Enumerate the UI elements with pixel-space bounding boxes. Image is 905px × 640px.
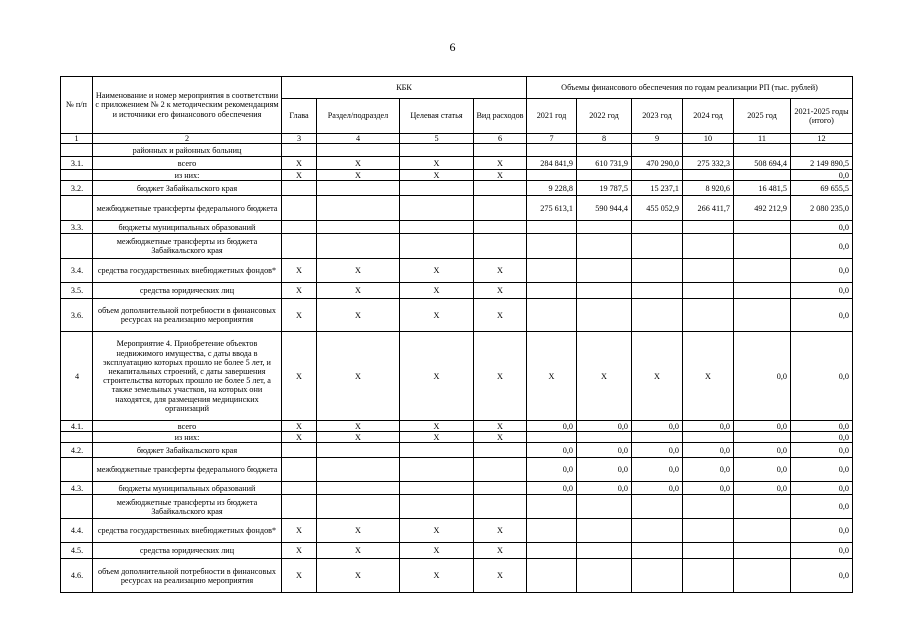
value-total: 0,0 [791, 283, 853, 299]
kbk-glava [282, 221, 317, 234]
value-total: 2 080 235,0 [791, 196, 853, 221]
value-2025: 0,0 [734, 458, 791, 482]
kbk-razdel: X [317, 259, 400, 283]
table-row [61, 144, 853, 157]
col-index: 3 [282, 134, 317, 144]
row-number: 3.1. [61, 157, 93, 170]
row-number: 4.1. [61, 421, 93, 432]
value-2022 [577, 559, 632, 593]
kbk-statya: X [400, 559, 474, 593]
row-name: межбюджетные трансферты федерального бюджета [93, 458, 282, 482]
kbk-statya: X [400, 157, 474, 170]
value-2025: 508 694,4 [734, 157, 791, 170]
value-2021 [527, 543, 577, 559]
table-row [61, 482, 853, 495]
value-2022 [577, 170, 632, 181]
col-index: 2 [93, 134, 282, 144]
row-number [61, 144, 93, 157]
table-row [61, 458, 853, 482]
kbk-statya [400, 144, 474, 157]
value-2025: 16 481,5 [734, 181, 791, 196]
value-2023: 455 052,9 [632, 196, 683, 221]
value-total: 0,0 [791, 559, 853, 593]
kbk-vid: X [474, 543, 527, 559]
value-2023 [632, 432, 683, 443]
col-index: 8 [577, 134, 632, 144]
value-total: 2 149 890,5 [791, 157, 853, 170]
header-volumes: Объемы финансового обеспечения по годам реализации РП (тыс. рублей) [527, 77, 853, 99]
value-2021: 284 841,9 [527, 157, 577, 170]
value-2022: 610 731,9 [577, 157, 632, 170]
kbk-statya [400, 221, 474, 234]
table-row [61, 332, 853, 421]
value-2021 [527, 559, 577, 593]
value-2025 [734, 259, 791, 283]
value-2022: 590 944,4 [577, 196, 632, 221]
value-2025 [734, 543, 791, 559]
value-2024 [683, 519, 734, 543]
value-total [791, 144, 853, 157]
value-total: 0,0 [791, 458, 853, 482]
row-number: 4.3. [61, 482, 93, 495]
kbk-razdel [317, 495, 400, 519]
kbk-vid [474, 196, 527, 221]
value-2023: 15 237,1 [632, 181, 683, 196]
row-name: средства юридических лиц [93, 543, 282, 559]
value-2025 [734, 299, 791, 332]
header-year-2021: 2021 год [527, 99, 577, 134]
kbk-glava [282, 234, 317, 259]
row-number: 4.5. [61, 543, 93, 559]
col-index: 6 [474, 134, 527, 144]
value-2023: 0,0 [632, 458, 683, 482]
value-2024: 266 411,7 [683, 196, 734, 221]
value-2021: 0,0 [527, 421, 577, 432]
value-total: 0,0 [791, 221, 853, 234]
value-2022 [577, 432, 632, 443]
table-row [61, 196, 853, 221]
kbk-vid: X [474, 259, 527, 283]
value-2022: 0,0 [577, 421, 632, 432]
value-2023 [632, 221, 683, 234]
table-header [61, 77, 853, 144]
row-name: средства государственных внебюджетных фондов* [93, 519, 282, 543]
kbk-glava [282, 482, 317, 495]
row-number [61, 495, 93, 519]
kbk-vid [474, 495, 527, 519]
value-2022: 19 787,5 [577, 181, 632, 196]
value-2023 [632, 170, 683, 181]
row-name: всего [93, 421, 282, 432]
table-row [61, 181, 853, 196]
kbk-glava [282, 196, 317, 221]
value-2025: 0,0 [734, 443, 791, 458]
value-2024 [683, 543, 734, 559]
header-kbk-glava: Глава [282, 99, 317, 134]
kbk-glava [282, 181, 317, 196]
kbk-statya: X [400, 432, 474, 443]
value-2021 [527, 495, 577, 519]
value-2025 [734, 432, 791, 443]
value-2024 [683, 559, 734, 593]
value-2024 [683, 283, 734, 299]
value-2022 [577, 259, 632, 283]
row-number: 3.4. [61, 259, 93, 283]
col-index: 1 [61, 134, 93, 144]
kbk-razdel: X [317, 299, 400, 332]
value-total: 0,0 [791, 259, 853, 283]
kbk-vid [474, 458, 527, 482]
row-name: межбюджетные трансферты федерального бюджета [93, 196, 282, 221]
value-2023: 0,0 [632, 443, 683, 458]
value-2024: 0,0 [683, 421, 734, 432]
value-2024 [683, 432, 734, 443]
value-2024: 0,0 [683, 458, 734, 482]
row-number [61, 170, 93, 181]
table-row [61, 421, 853, 432]
value-2023 [632, 144, 683, 157]
table-row [61, 157, 853, 170]
row-name: бюджет Забайкальского края [93, 443, 282, 458]
value-total: 69 655,5 [791, 181, 853, 196]
value-2021: 0,0 [527, 443, 577, 458]
kbk-razdel [317, 482, 400, 495]
row-number [61, 432, 93, 443]
header-year-2022: 2022 год [577, 99, 632, 134]
table-row [61, 543, 853, 559]
kbk-glava: X [282, 421, 317, 432]
kbk-vid: X [474, 421, 527, 432]
value-2024 [683, 299, 734, 332]
kbk-razdel: X [317, 559, 400, 593]
column-index-row [61, 134, 853, 144]
value-2022: 0,0 [577, 443, 632, 458]
value-2023 [632, 299, 683, 332]
row-name: бюджеты муниципальных образований [93, 221, 282, 234]
value-2023: X [632, 332, 683, 421]
value-2024: X [683, 332, 734, 421]
value-total: 0,0 [791, 443, 853, 458]
value-2024: 0,0 [683, 443, 734, 458]
value-2021 [527, 283, 577, 299]
row-name: из них: [93, 170, 282, 181]
row-name: объем дополнительной потребности в финансовых ресурсах на реализацию мероприятия [93, 559, 282, 593]
kbk-razdel: X [317, 543, 400, 559]
kbk-razdel: X [317, 157, 400, 170]
kbk-vid [474, 482, 527, 495]
table-row [61, 234, 853, 259]
value-2021 [527, 234, 577, 259]
header-name: Наименование и номер мероприятия в соответствии с приложением № 2 к методическим рекомендациям и источники его финансового обеспечения [93, 77, 282, 134]
kbk-vid: X [474, 519, 527, 543]
col-index: 4 [317, 134, 400, 144]
col-index: 7 [527, 134, 577, 144]
value-2022 [577, 543, 632, 559]
table-row [61, 170, 853, 181]
kbk-razdel: X [317, 519, 400, 543]
row-name: бюджет Забайкальского края [93, 181, 282, 196]
value-2022 [577, 299, 632, 332]
value-2022 [577, 144, 632, 157]
value-2024 [683, 221, 734, 234]
header-num: № п/п [61, 77, 93, 134]
value-2024: 0,0 [683, 482, 734, 495]
kbk-razdel [317, 181, 400, 196]
value-2025 [734, 170, 791, 181]
value-2022: 0,0 [577, 482, 632, 495]
value-2021 [527, 519, 577, 543]
col-index: 10 [683, 134, 734, 144]
kbk-statya [400, 234, 474, 259]
header-year-2024: 2024 год [683, 99, 734, 134]
kbk-vid [474, 221, 527, 234]
value-2025 [734, 144, 791, 157]
kbk-statya: X [400, 519, 474, 543]
value-2022: X [577, 332, 632, 421]
row-name: средства юридических лиц [93, 283, 282, 299]
row-name: всего [93, 157, 282, 170]
kbk-statya: X [400, 170, 474, 181]
row-name: бюджеты муниципальных образований [93, 482, 282, 495]
kbk-vid [474, 144, 527, 157]
value-2025 [734, 559, 791, 593]
value-2025 [734, 519, 791, 543]
value-2023: 0,0 [632, 421, 683, 432]
kbk-statya [400, 482, 474, 495]
table-row [61, 299, 853, 332]
col-index: 12 [791, 134, 853, 144]
table-row [61, 259, 853, 283]
header-kbk-statya: Целевая статья [400, 99, 474, 134]
header-kbk-vid: Вид расходов [474, 99, 527, 134]
value-total: 0,0 [791, 332, 853, 421]
kbk-razdel: X [317, 283, 400, 299]
value-2021 [527, 259, 577, 283]
value-2023 [632, 283, 683, 299]
kbk-vid: X [474, 299, 527, 332]
kbk-razdel: X [317, 332, 400, 421]
value-2021: 0,0 [527, 482, 577, 495]
row-name: объем дополнительной потребности в финансовых ресурсах на реализацию мероприятия [93, 299, 282, 332]
kbk-glava: X [282, 157, 317, 170]
kbk-vid: X [474, 332, 527, 421]
col-index: 5 [400, 134, 474, 144]
row-name: из них: [93, 432, 282, 443]
kbk-vid: X [474, 432, 527, 443]
kbk-glava: X [282, 543, 317, 559]
kbk-glava: X [282, 559, 317, 593]
row-number [61, 458, 93, 482]
row-number: 4.4. [61, 519, 93, 543]
row-name: межбюджетные трансферты из бюджета Забайкальского края [93, 495, 282, 519]
header-year-total: 2021-2025 годы (итого) [791, 99, 853, 134]
header-kbk: КБК [282, 77, 527, 99]
value-2025: 0,0 [734, 482, 791, 495]
value-2023: 470 290,0 [632, 157, 683, 170]
value-2021 [527, 299, 577, 332]
kbk-glava: X [282, 299, 317, 332]
table-row [61, 495, 853, 519]
row-number: 3.5. [61, 283, 93, 299]
value-2024 [683, 495, 734, 519]
row-number: 4.6. [61, 559, 93, 593]
table-body [61, 144, 853, 593]
kbk-glava: X [282, 283, 317, 299]
value-2024 [683, 144, 734, 157]
value-2022 [577, 221, 632, 234]
row-number [61, 234, 93, 259]
value-2021: X [527, 332, 577, 421]
row-number: 3.6. [61, 299, 93, 332]
table-row [61, 519, 853, 543]
value-2021 [527, 432, 577, 443]
value-2025 [734, 221, 791, 234]
value-2022: 0,0 [577, 458, 632, 482]
table-row [61, 283, 853, 299]
value-2022 [577, 519, 632, 543]
value-2021 [527, 170, 577, 181]
kbk-vid [474, 443, 527, 458]
kbk-vid: X [474, 170, 527, 181]
kbk-statya [400, 458, 474, 482]
kbk-razdel: X [317, 421, 400, 432]
kbk-glava [282, 443, 317, 458]
header-year-2023: 2023 год [632, 99, 683, 134]
kbk-razdel: X [317, 170, 400, 181]
value-2021 [527, 144, 577, 157]
value-total: 0,0 [791, 170, 853, 181]
kbk-razdel [317, 221, 400, 234]
kbk-statya [400, 181, 474, 196]
value-total: 0,0 [791, 234, 853, 259]
row-name: Мероприятие 4. Приобретение объектов недвижимого имущества, с даты ввода в эксплуатацию которых прошло не более 5 лет, и некапитальных строений, с даты завершения строительства которых прошло не более 5 лет, а также земельных участков, на которых они находятся, для размещения медицинских организаций [93, 332, 282, 421]
value-2024 [683, 259, 734, 283]
value-2022 [577, 234, 632, 259]
kbk-razdel [317, 234, 400, 259]
row-number: 3.2. [61, 181, 93, 196]
value-2022 [577, 283, 632, 299]
kbk-vid: X [474, 559, 527, 593]
value-2021: 9 228,8 [527, 181, 577, 196]
value-2021 [527, 221, 577, 234]
row-name: межбюджетные трансферты из бюджета Забайкальского края [93, 234, 282, 259]
kbk-vid [474, 234, 527, 259]
value-2025 [734, 495, 791, 519]
kbk-vid: X [474, 157, 527, 170]
value-total: 0,0 [791, 299, 853, 332]
row-number: 4.2. [61, 443, 93, 458]
header-year-2025: 2025 год [734, 99, 791, 134]
kbk-statya: X [400, 332, 474, 421]
kbk-glava: X [282, 332, 317, 421]
value-2023 [632, 495, 683, 519]
value-2023 [632, 543, 683, 559]
kbk-razdel: X [317, 432, 400, 443]
value-2023: 0,0 [632, 482, 683, 495]
kbk-statya: X [400, 543, 474, 559]
value-total: 0,0 [791, 495, 853, 519]
kbk-glava [282, 458, 317, 482]
value-2021: 275 613,1 [527, 196, 577, 221]
value-2022 [577, 495, 632, 519]
kbk-razdel [317, 144, 400, 157]
table-row [61, 221, 853, 234]
financing-table [60, 76, 853, 593]
row-number [61, 196, 93, 221]
kbk-vid [474, 181, 527, 196]
kbk-statya: X [400, 259, 474, 283]
value-2024 [683, 170, 734, 181]
kbk-statya: X [400, 421, 474, 432]
value-2021: 0,0 [527, 458, 577, 482]
value-2024: 8 920,6 [683, 181, 734, 196]
table-row [61, 432, 853, 443]
table-row [61, 443, 853, 458]
value-total: 0,0 [791, 543, 853, 559]
kbk-razdel [317, 443, 400, 458]
kbk-statya [400, 495, 474, 519]
kbk-glava [282, 495, 317, 519]
value-2025: 0,0 [734, 332, 791, 421]
kbk-razdel [317, 458, 400, 482]
value-2025: 492 212,9 [734, 196, 791, 221]
row-number: 4 [61, 332, 93, 421]
col-index: 9 [632, 134, 683, 144]
kbk-statya: X [400, 299, 474, 332]
row-name: районных и районных больниц [93, 144, 282, 157]
row-name: средства государственных внебюджетных фондов* [93, 259, 282, 283]
value-2024: 275 332,3 [683, 157, 734, 170]
header-kbk-razdel: Раздел/подраздел [317, 99, 400, 134]
col-index: 11 [734, 134, 791, 144]
kbk-statya [400, 443, 474, 458]
value-2023 [632, 559, 683, 593]
kbk-glava: X [282, 432, 317, 443]
kbk-glava: X [282, 259, 317, 283]
value-total: 0,0 [791, 482, 853, 495]
kbk-statya [400, 196, 474, 221]
kbk-statya: X [400, 283, 474, 299]
value-total: 0,0 [791, 519, 853, 543]
value-total: 0,0 [791, 432, 853, 443]
value-total: 0,0 [791, 421, 853, 432]
value-2024 [683, 234, 734, 259]
table-row [61, 559, 853, 593]
value-2025: 0,0 [734, 421, 791, 432]
kbk-glava: X [282, 519, 317, 543]
value-2023 [632, 234, 683, 259]
kbk-glava: X [282, 170, 317, 181]
kbk-glava [282, 144, 317, 157]
kbk-vid: X [474, 283, 527, 299]
value-2023 [632, 259, 683, 283]
row-number: 3.3. [61, 221, 93, 234]
value-2025 [734, 283, 791, 299]
page-number: 6 [449, 40, 456, 54]
value-2023 [632, 519, 683, 543]
kbk-razdel [317, 196, 400, 221]
value-2025 [734, 234, 791, 259]
